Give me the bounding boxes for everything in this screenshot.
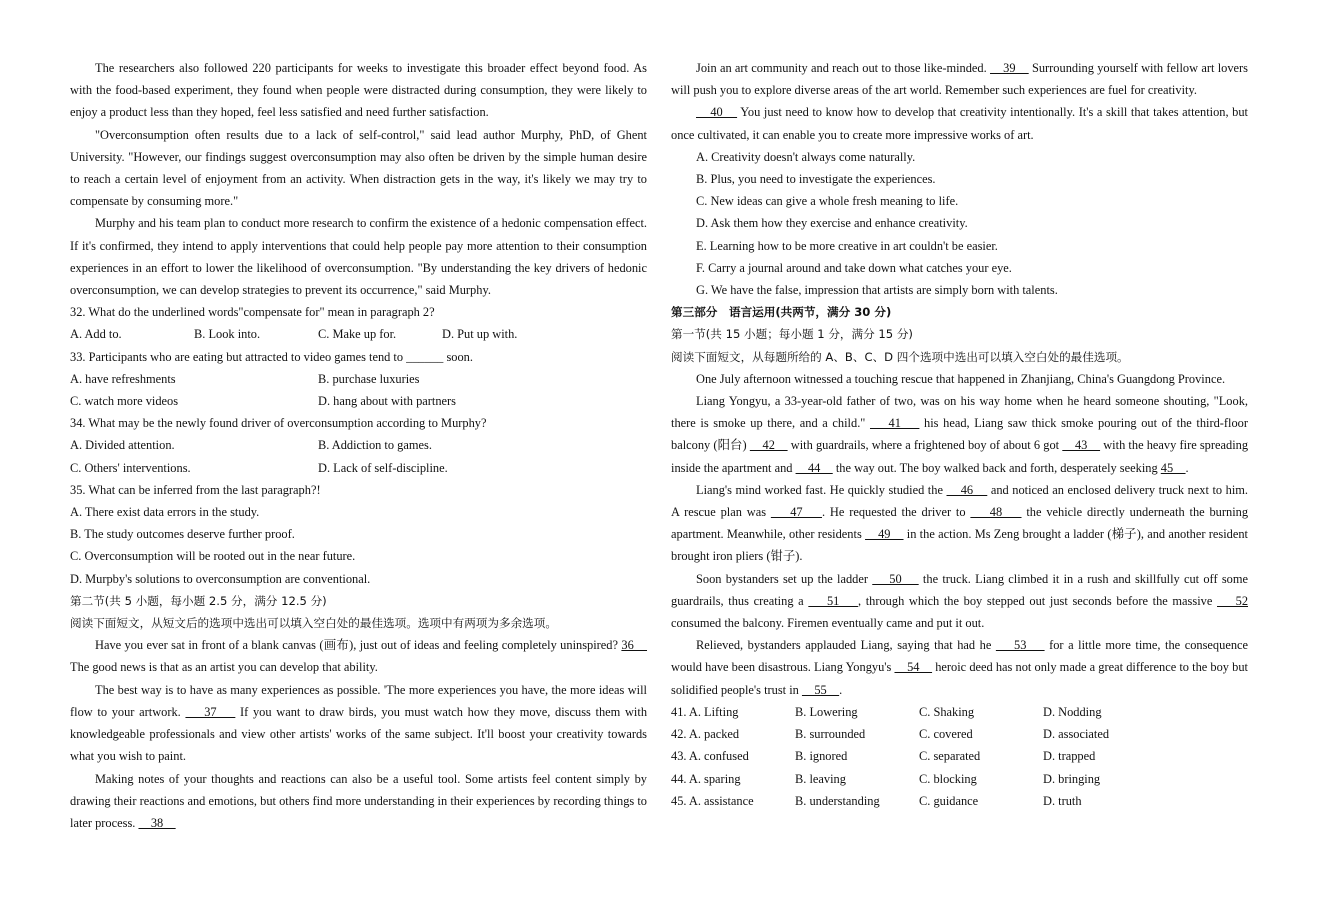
- option: C. Overconsumption will be rooted out in the near future.: [70, 549, 356, 564]
- option: B. Lowering: [795, 704, 858, 719]
- text: consumed the balcony. Firemen eventually came and put it out.: [671, 616, 985, 631]
- section-1-instructions: 阅读下面短文，从每题所给的 A、B、C、D 四个选项中选出可以填入空白处的最佳选项。: [671, 349, 1129, 364]
- option: D. Murpby's solutions to overconsumption are conventional.: [70, 571, 371, 586]
- option: A. Creativity doesn't always come naturally.: [696, 149, 916, 164]
- text: Liang Yongyu, a 33-year-old father of two, was on his way home when he heard someone shouting, "Look, there is smoke up there, and a child.": [671, 394, 1248, 431]
- text: The best way is to have as many experiences as possible. 'The more experiences you have, the more ideas will flow to your artwork.: [70, 682, 647, 719]
- option: C. New ideas can give a whole fresh meaning to life.: [696, 194, 959, 209]
- blank-43: 43: [1062, 438, 1101, 453]
- answer-row-41: [671, 701, 1248, 723]
- text: Making notes of your thoughts and reactions can also be a useful tool. Some artists feel content simply by drawing their reactions and emotions, but others find more understanding in their experiences by recording things to later process.: [70, 771, 647, 830]
- text: and noticed an enclosed delivery truck next to him. A rescue plan was: [671, 482, 1249, 520]
- blank-45: 45: [1160, 460, 1186, 475]
- answer-row-42: [671, 723, 1248, 745]
- option: C. guidance: [919, 793, 979, 808]
- option: 44. A. sparing: [671, 771, 741, 786]
- option: C. watch more videos: [70, 394, 179, 409]
- paragraph: [671, 634, 1248, 701]
- paragraph: The researchers also followed 220 participants for weeks to investigate this broader effect beyond food. As with the food-based experiment, they found when people were distracted during consumption, they were likely to enjoy a product less than they hoped, feel less satisfied and need further satisfaction.: [70, 61, 647, 120]
- text: If you want to draw birds, you must watch how they move, discuss them with knowledgeable professionals and view other artists' works of the same subject. It'll boost your creativity towards what you wish to paint.: [70, 704, 648, 764]
- paragraph: "Overconsumption often results due to a lack of self-control," said lead author Murphy, PhD, of Ghent University. "However, our findings suggest overconsumption may also often be driven by the simple human desire to reach a certain level of enjoyment from an activity. When distraction gets in the way, it's likely we may try to compensate by consuming more.": [70, 127, 647, 209]
- text: .: [1185, 460, 1189, 475]
- option: A. There exist data errors in the study.: [70, 505, 260, 520]
- question-35: 35. What can be inferred from the last paragraph?!: [70, 482, 321, 497]
- option: D. Ask them how they exercise and enhance creativity.: [696, 216, 968, 231]
- paragraph: [70, 679, 647, 768]
- blank-36: 36: [621, 638, 648, 653]
- option: B. The study outcomes deserve further proof.: [70, 527, 295, 542]
- question-32-options: [70, 323, 647, 345]
- option: 42. A. packed: [671, 727, 740, 742]
- option: C. blocking: [919, 771, 977, 786]
- option: 43. A. confused: [671, 749, 749, 764]
- answer-row-43: [671, 745, 1248, 767]
- question-33: 33. Participants who are eating but attracted to video games tend to ______ soon.: [70, 349, 473, 364]
- blank-46: 46: [946, 482, 988, 497]
- option: B. Look into.: [194, 327, 261, 342]
- option: C. separated: [919, 749, 981, 764]
- blank-42: 42: [749, 438, 788, 453]
- option: D. Put up with.: [442, 327, 518, 342]
- paragraph: One July afternoon witnessed a touching rescue that happened in Zhanjiang, China's Guangdong Province.: [696, 371, 1226, 386]
- paragraph: [70, 768, 647, 835]
- text: for a little more time, the consequence would have been disastrous. Liang Yongyu's: [671, 638, 1249, 675]
- blank-47: 47: [770, 505, 822, 520]
- option: B. Addiction to games.: [318, 438, 432, 453]
- text: .: [839, 682, 843, 697]
- question-33-options: [70, 390, 647, 412]
- option: A. Add to.: [70, 327, 122, 342]
- option: D. Nodding: [1043, 704, 1102, 719]
- option: D. truth: [1043, 793, 1082, 808]
- option: D. associated: [1043, 727, 1110, 742]
- text: the vehicle directly underneath the burning apartment. Meanwhile, other residents: [671, 505, 1249, 542]
- text: with the heavy fire spreading inside the apartment and: [671, 438, 1249, 475]
- option: C. Shaking: [919, 704, 975, 719]
- question-33-options: [70, 368, 647, 390]
- option: E. Learning how to be more creative in art couldn't be easier.: [696, 238, 998, 253]
- option: B. understanding: [795, 793, 880, 808]
- text: The good news is that as an artist you can develop that ability.: [70, 660, 378, 675]
- text: , through which the boy stepped out just seconds before the massive: [857, 593, 1217, 608]
- paragraph: Murphy and his team plan to conduct more research to confirm the existence of a hedonic compensation effect. If it's confirmed, they intend to apply interventions that could help people pay more attention to their consumption experiences in an effort to lower the likelihood of overconsumption. "By understanding the key drivers of hedonic overconsumption, we can develop strategies to prevent its occurrence," said Murphy.: [70, 216, 647, 298]
- option: C. covered: [919, 727, 973, 742]
- text: with guardrails, where a frightened boy of about 6 got: [787, 438, 1063, 453]
- text: Soon bystanders set up the ladder: [696, 571, 873, 586]
- right-column: [671, 57, 1248, 812]
- blank-52: 52: [1217, 593, 1249, 608]
- question-34-options: [70, 434, 647, 456]
- text: Liang's mind worked fast. He quickly studied the: [696, 482, 947, 497]
- option: C. Make up for.: [318, 327, 397, 342]
- blank-51: 51: [808, 593, 858, 608]
- section-1-title: 第一节(共 15 小题；每小题 1 分，满分 15 分): [671, 327, 913, 342]
- option: D. Lack of self-discipline.: [318, 460, 448, 475]
- text: Relieved, bystanders applauded Liang, saying that had he: [696, 638, 996, 653]
- blank-38: 38: [138, 815, 176, 830]
- answer-row-45: [671, 790, 1248, 812]
- answer-row-44: [671, 768, 1248, 790]
- option: B. Plus, you need to investigate the experiences.: [696, 172, 936, 187]
- blank-49: 49: [865, 527, 904, 542]
- option: D. trapped: [1043, 749, 1096, 764]
- option: B. ignored: [795, 749, 848, 764]
- option: B. purchase luxuries: [318, 371, 420, 386]
- blank-40: 40: [696, 105, 738, 120]
- option: A. have refreshments: [70, 371, 176, 386]
- option: D. bringing: [1043, 771, 1101, 786]
- option: B. leaving: [795, 771, 846, 786]
- blank-37: 37: [185, 704, 236, 719]
- question-34-options: [70, 457, 647, 479]
- blank-48: 48: [970, 505, 1022, 520]
- option: D. hang about with partners: [318, 394, 456, 409]
- paragraph: [671, 390, 1248, 479]
- blank-50: 50: [872, 571, 919, 586]
- text: the way out. The boy walked back and forth, desperately seeking: [832, 460, 1161, 475]
- left-column: [70, 57, 647, 834]
- question-34: 34. What may be the newly found driver of overconsumption according to Murphy?: [70, 416, 487, 431]
- option: F. Carry a journal around and take down what catches your eye.: [696, 260, 1012, 275]
- text: Have you ever sat in front of a blank canvas (画布), just out of ideas and feeling completely uninspired?: [95, 638, 618, 653]
- paragraph: [70, 634, 647, 678]
- text: in the action. Ms Zeng brought a ladder (梯子), and another resident brought iron pliers (钳子).: [671, 527, 1248, 564]
- question-32: 32. What do the underlined words"compensate for" mean in paragraph 2?: [70, 305, 435, 320]
- blank-44: 44: [795, 460, 833, 475]
- blank-55: 55: [801, 682, 840, 697]
- option: C. Others' interventions.: [70, 460, 191, 475]
- text: . He requested the driver to: [821, 505, 971, 520]
- paragraph: [671, 101, 1248, 145]
- option: A. Divided attention.: [70, 438, 175, 453]
- option: 41. A. Lifting: [671, 704, 739, 719]
- blank-53: 53: [995, 638, 1045, 653]
- option: B. surrounded: [795, 727, 866, 742]
- section-2-title: 第二节(共 5 小题，每小题 2.5 分，满分 12.5 分): [70, 593, 327, 608]
- text: heroic deed has not only made a great difference to the boy but solidified people's trust in: [671, 660, 1248, 697]
- option: G. We have the false, impression that artists are simply born with talents.: [696, 283, 1058, 298]
- paragraph: [671, 479, 1248, 568]
- text: Join an art community and reach out to those like-minded.: [696, 61, 991, 75]
- blank-41: 41: [869, 416, 920, 431]
- part-3-title: 第三部分 语言运用(共两节，满分 30 分): [671, 305, 892, 320]
- paragraph: [671, 568, 1248, 635]
- option: 45. A. assistance: [671, 793, 754, 808]
- text: You just need to know how to develop that creativity intentionally. It's a skill that takes attention, but once cultivated, it can enable you to create more impressive works of art.: [671, 105, 1249, 142]
- section-2-instructions: 阅读下面短文，从短文后的选项中选出可以填入空白处的最佳选项。选项中有两项为多余选项。: [70, 616, 557, 631]
- paragraph: [671, 57, 1248, 101]
- text: his head, Liang saw thick smoke pouring out of the third-floor balcony (阳台): [671, 416, 1249, 453]
- blank-54: 54: [894, 660, 933, 675]
- blank-39: 39: [990, 61, 1029, 75]
- text: the truck. Liang climbed it in a rush and skillfully cut off some guardrails, thus creating a: [671, 571, 1248, 608]
- text: Surrounding yourself with fellow art lovers will push you to explore diverse areas of the art world. Remember such experiences are fuel for creativity.: [671, 61, 1248, 98]
